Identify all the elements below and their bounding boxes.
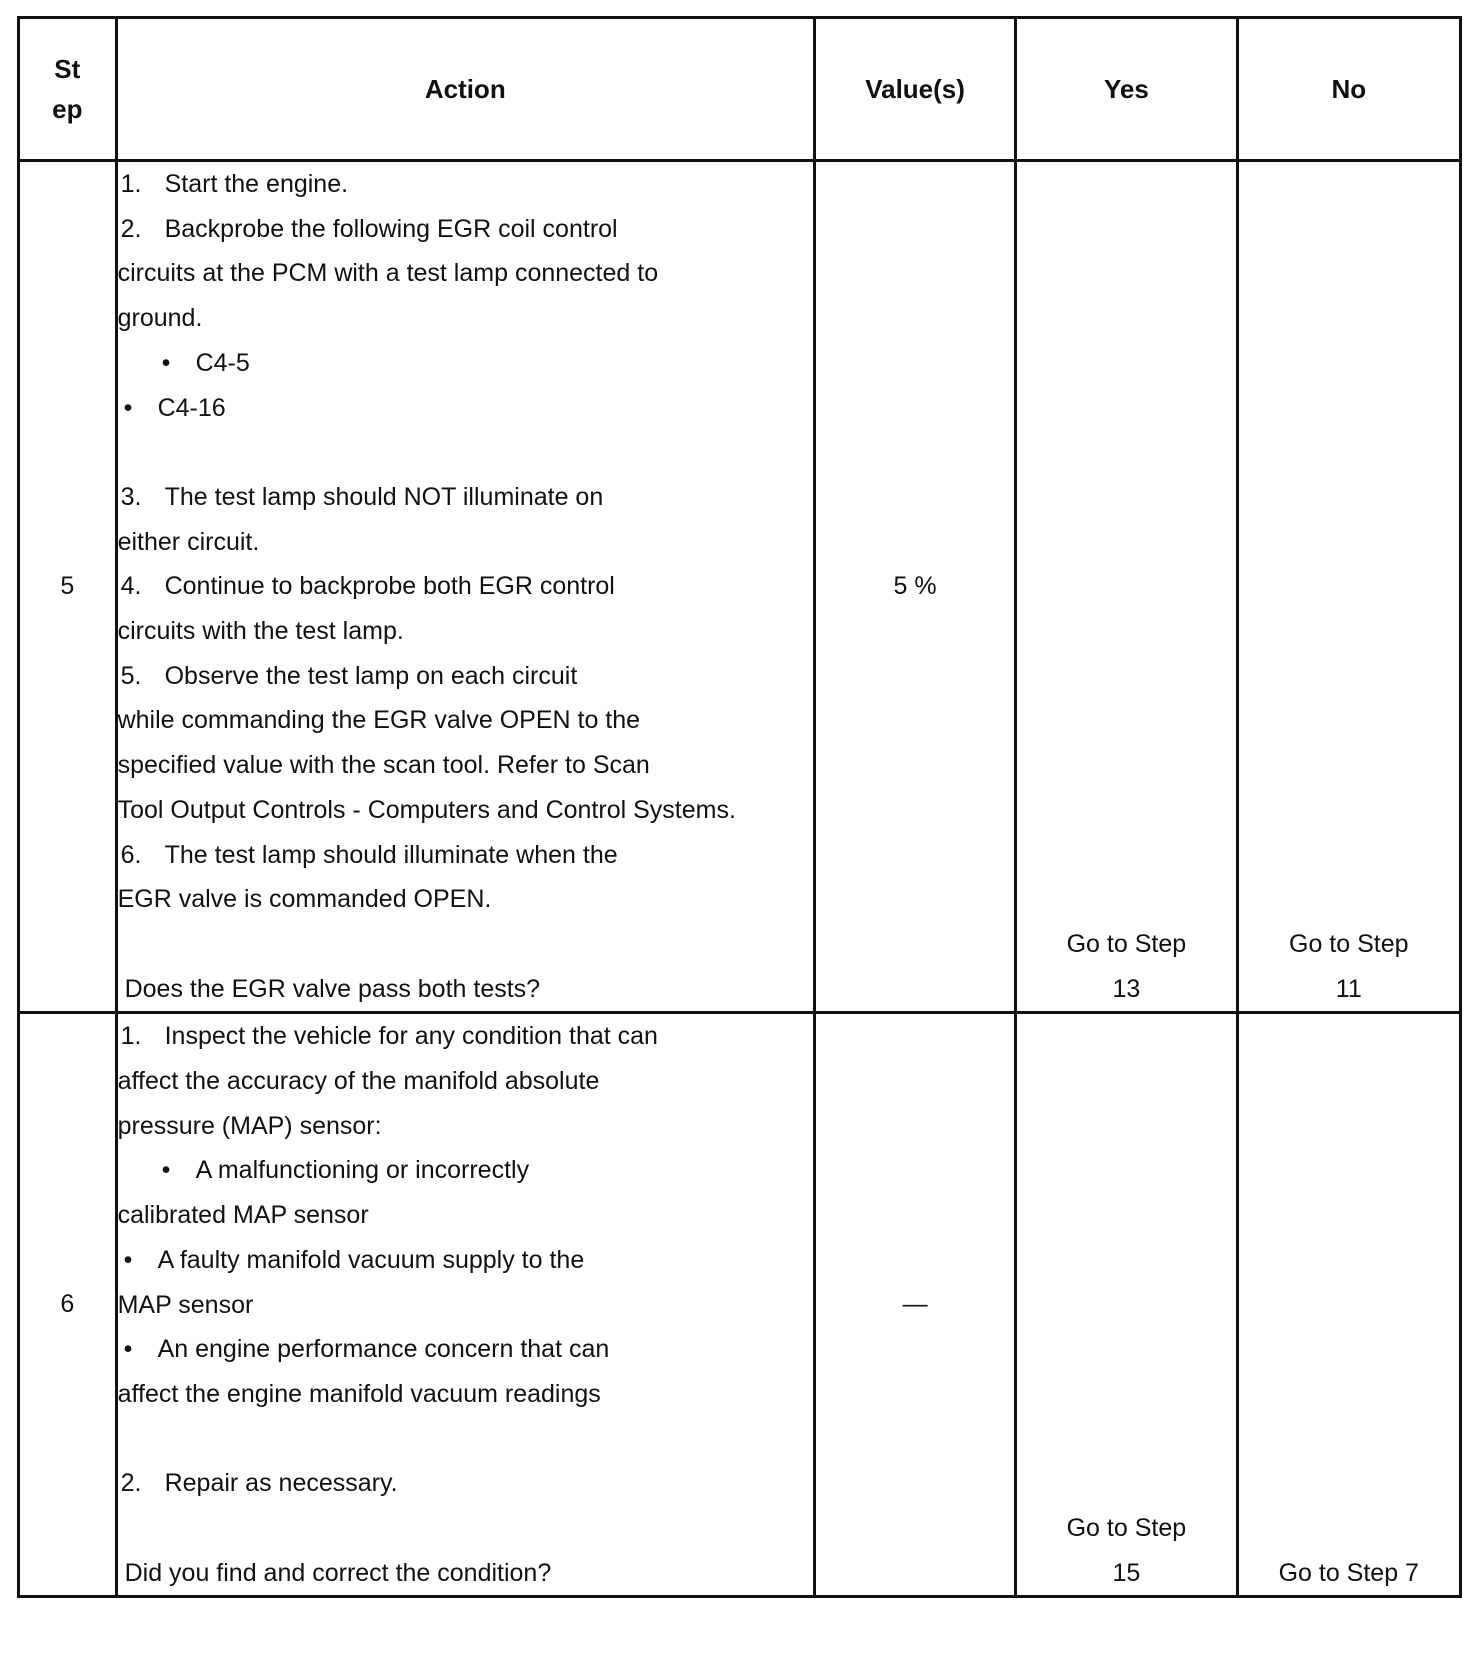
step-list-text: Continue to backprobe both EGR control (164, 572, 615, 601)
step-list-number: 5. (120, 661, 142, 690)
step-list-text: Inspect the vehicle for any condition that can (164, 1022, 658, 1051)
bullet-icon: • (161, 348, 171, 377)
step-list-number: 4. (120, 572, 142, 601)
blank-line (118, 430, 813, 475)
step-list-number: 2. (120, 1469, 142, 1498)
bullet-line (118, 1238, 813, 1283)
bullet-line (118, 1148, 813, 1193)
header-step-line-2: ep (52, 94, 83, 124)
continuation-line: affect the engine manifold vacuum readings (117, 1379, 601, 1408)
value-cell: 5 % (814, 161, 1015, 1013)
header-row (19, 18, 1461, 161)
header-step-line-1: St (54, 54, 81, 84)
step-list-text: Repair as necessary. (164, 1469, 398, 1498)
bullet-text: C4-16 (157, 393, 226, 422)
bullet-icon: • (123, 393, 133, 422)
bullet-text: C4-5 (195, 348, 250, 377)
numbered-step-line (118, 207, 813, 252)
diagnostic-table (17, 16, 1462, 1598)
step-list-text: The test lamp should illuminate when the (164, 840, 618, 869)
numbered-step-line (118, 1014, 813, 1059)
header-values: Value(s) (814, 18, 1015, 161)
yes-line-1: Go to Step (1066, 1514, 1187, 1543)
step-list-number: 6. (120, 840, 142, 869)
blank-line (118, 1417, 813, 1462)
header-step (19, 18, 117, 161)
continuation-line: affect the accuracy of the manifold absolute (117, 1067, 600, 1096)
continuation-line: pressure (MAP) sensor: (117, 1111, 382, 1140)
step-list-number: 1. (120, 170, 142, 198)
bullet-text: A malfunctioning or incorrectly (195, 1156, 530, 1185)
yes-cell (1016, 1013, 1237, 1597)
step-list-number: 3. (120, 482, 142, 511)
yes-line-2: 15 (1112, 1558, 1141, 1587)
step-question: Does the EGR valve pass both tests? (124, 974, 541, 1003)
continuation-line: ground. (117, 304, 203, 333)
bullet-icon: • (123, 1245, 133, 1274)
continuation-line: specified value with the scan tool. Refer to Scan (117, 751, 650, 780)
continuation-line: EGR valve is commanded OPEN. (117, 885, 492, 914)
continuation-line: circuits with the test lamp. (117, 617, 404, 646)
numbered-step-line (118, 833, 813, 878)
continuation-line: circuits at the PCM with a test lamp connected to (117, 259, 659, 288)
no-line-1: Go to Step 7 (1278, 1558, 1419, 1587)
bullet-line (118, 1327, 813, 1372)
step-number: 6 (19, 1013, 117, 1597)
continuation-line: calibrated MAP sensor (117, 1201, 369, 1230)
action-cell (116, 1013, 814, 1597)
blank-line (118, 1506, 813, 1551)
continuation-line: Tool Output Controls - Computers and Control Systems. (117, 795, 736, 824)
bullet-icon: • (123, 1335, 133, 1364)
value-cell: — (814, 1013, 1015, 1597)
numbered-step-line (118, 162, 813, 207)
bullet-icon: • (161, 1156, 171, 1185)
no-line-2: 11 (1335, 974, 1362, 1003)
numbered-step-line (118, 475, 813, 520)
yes-line-1: Go to Step (1066, 929, 1187, 958)
step-list-number: 2. (120, 214, 142, 243)
action-cell (116, 161, 814, 1013)
step-question: Did you find and correct the condition? (124, 1558, 552, 1587)
numbered-step-line (118, 564, 813, 609)
continuation-line: while commanding the EGR valve OPEN to the (117, 706, 641, 735)
step-list-number: 1. (120, 1022, 142, 1051)
no-line-1: Go to Step (1289, 929, 1409, 958)
header-yes: Yes (1016, 18, 1237, 161)
yes-cell (1016, 161, 1237, 1013)
step-list-text: Observe the test lamp on each circuit (164, 661, 578, 690)
step-list-text: The test lamp should NOT illuminate on (164, 482, 604, 511)
bullet-line (118, 386, 813, 431)
table-row-step-6 (19, 1013, 1461, 1597)
bullet-text: An engine performance concern that can (157, 1335, 610, 1364)
no-cell (1237, 161, 1460, 1013)
no-cell (1237, 1013, 1460, 1597)
table-row-step-5 (19, 161, 1461, 1013)
header-action: Action (116, 18, 814, 161)
numbered-step-line (118, 654, 813, 699)
numbered-step-line (118, 1461, 813, 1506)
bullet-text: A faulty manifold vacuum supply to the (157, 1245, 585, 1274)
continuation-line: either circuit. (117, 527, 260, 556)
header-no: No (1237, 18, 1460, 161)
step-list-text: Start the engine. (164, 170, 349, 198)
continuation-line: MAP sensor (117, 1290, 254, 1319)
step-list-text: Backprobe the following EGR coil control (164, 214, 618, 243)
step-number: 5 (19, 161, 117, 1013)
blank-line (118, 922, 813, 967)
yes-line-2: 13 (1112, 974, 1141, 1003)
bullet-line (118, 341, 813, 386)
